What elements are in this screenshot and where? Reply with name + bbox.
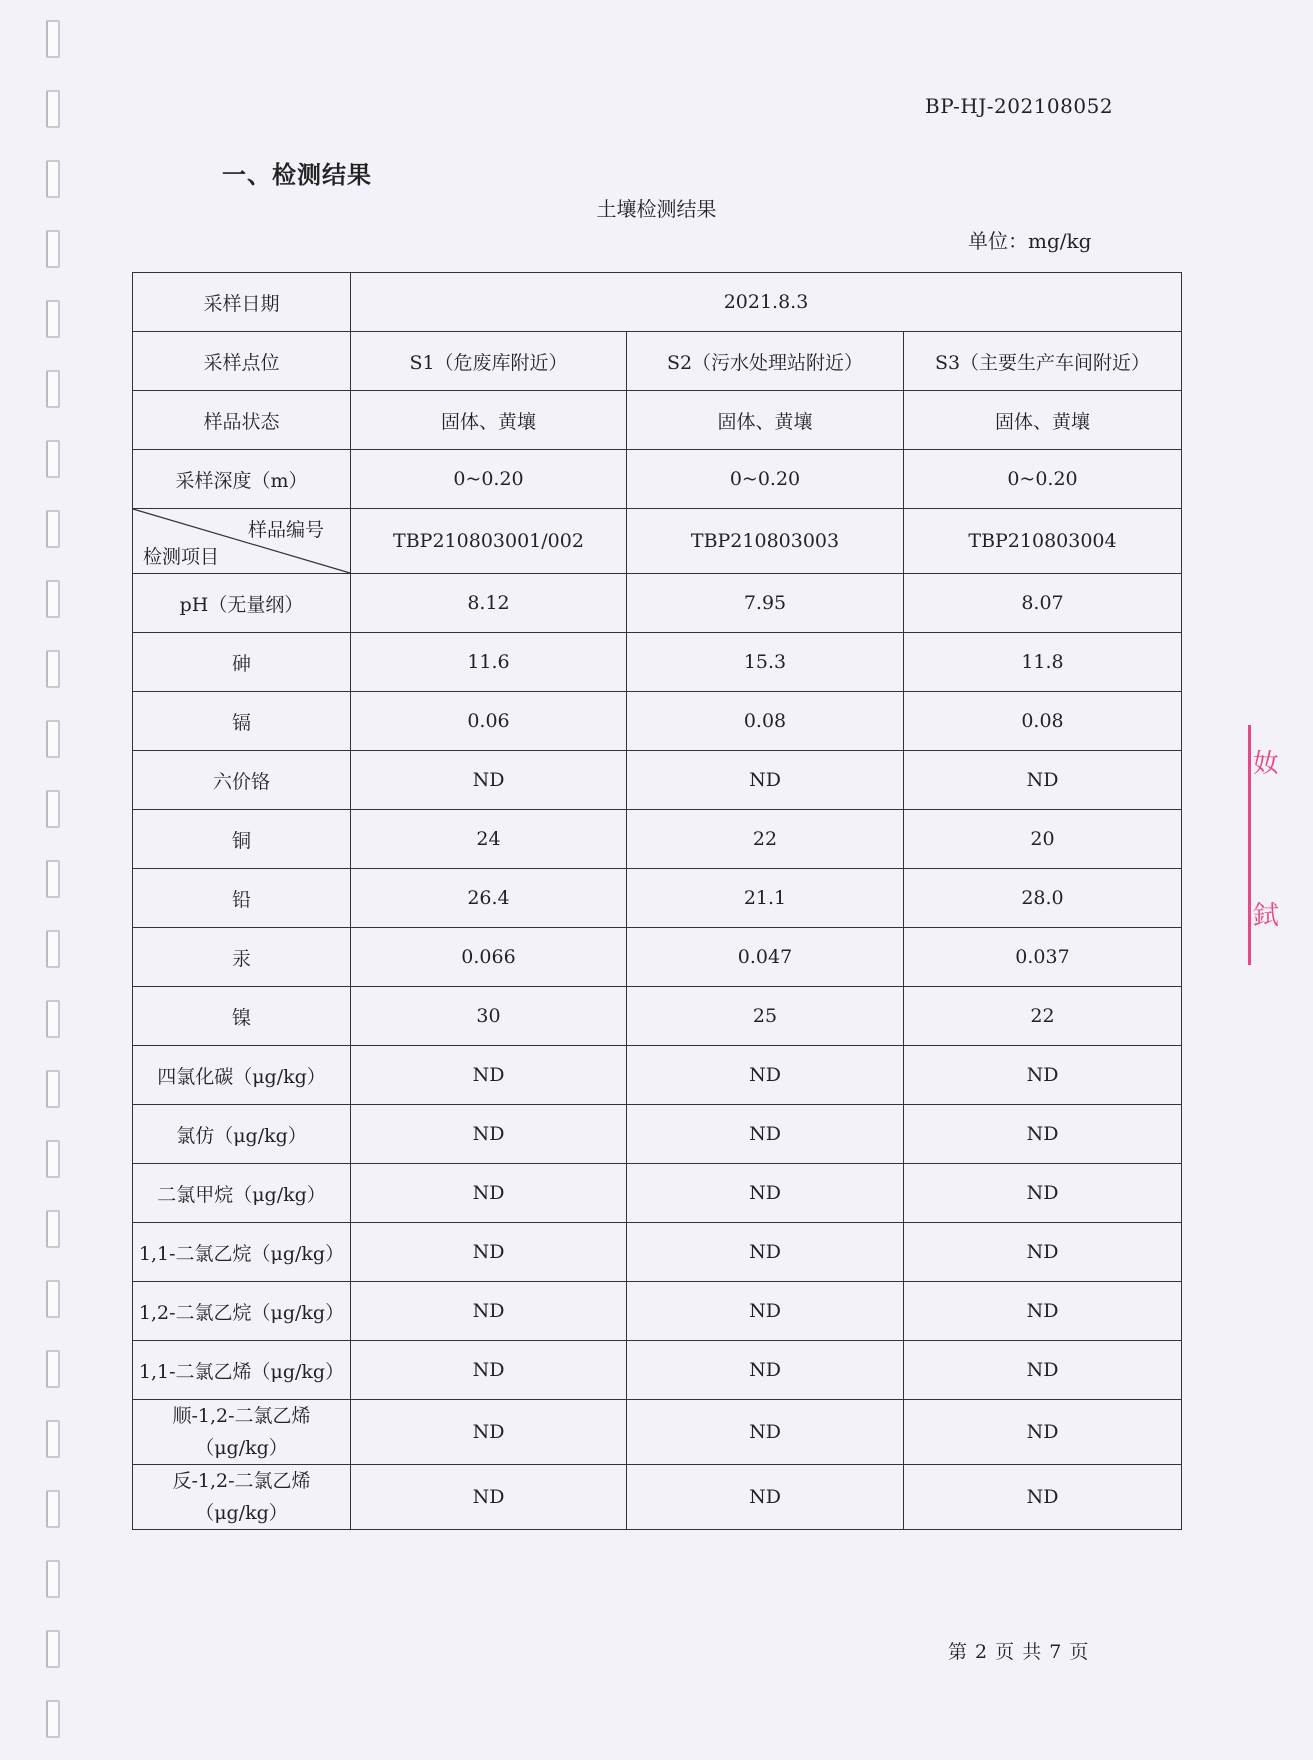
code-s3: TBP210803004 <box>904 509 1182 574</box>
result-row <box>133 869 1182 928</box>
item-name: pH（无量纲） <box>133 574 351 633</box>
result-value: ND <box>627 1223 904 1282</box>
binding-hole <box>46 300 60 338</box>
result-value: ND <box>351 1105 627 1164</box>
result-row <box>133 692 1182 751</box>
result-row <box>133 928 1182 987</box>
stamp-char-2: 鉽 <box>1253 901 1280 931</box>
binding-hole <box>46 1350 60 1388</box>
result-value: ND <box>351 751 627 810</box>
date-label: 采样日期 <box>133 273 351 332</box>
result-value: 0.06 <box>351 692 627 751</box>
result-row <box>133 1282 1182 1341</box>
result-value: 0.066 <box>351 928 627 987</box>
item-name: 反-1,2-二氯乙烯（μg/kg） <box>133 1465 351 1530</box>
binding-hole <box>46 230 60 268</box>
result-value: 24 <box>351 810 627 869</box>
date-value: 2021.8.3 <box>351 273 1182 332</box>
document-number: BP-HJ-202108052 <box>925 94 1114 118</box>
result-value: ND <box>627 1400 904 1465</box>
result-value: ND <box>904 1105 1182 1164</box>
result-row <box>133 574 1182 633</box>
binding-hole <box>46 720 60 758</box>
binding-hole <box>46 1420 60 1458</box>
row-sampling-site <box>133 332 1182 391</box>
soil-results-table <box>132 272 1182 1530</box>
item-name: 镍 <box>133 987 351 1046</box>
section-heading: 一、检测结果 <box>222 160 372 189</box>
result-row <box>133 1341 1182 1400</box>
state-s2: 固体、黄壤 <box>627 391 904 450</box>
result-value: 11.6 <box>351 633 627 692</box>
result-row <box>133 1105 1182 1164</box>
item-name: 六价铬 <box>133 751 351 810</box>
result-value: ND <box>904 1223 1182 1282</box>
result-value: ND <box>904 1465 1182 1530</box>
binding-hole <box>46 1000 60 1038</box>
result-value: 0.037 <box>904 928 1182 987</box>
depth-s1: 0~0.20 <box>351 450 627 509</box>
result-value: ND <box>627 751 904 810</box>
binding-hole <box>46 90 60 128</box>
item-name: 铜 <box>133 810 351 869</box>
unit-label: 单位：mg/kg <box>968 229 1092 253</box>
binding-hole <box>46 370 60 408</box>
site-s2: S2（污水处理站附近） <box>627 332 904 391</box>
site-s3: S3（主要生产车间附近） <box>904 332 1182 391</box>
row-sampling-depth <box>133 450 1182 509</box>
result-row <box>133 751 1182 810</box>
binding-hole <box>46 1490 60 1528</box>
binding-hole <box>46 1070 60 1108</box>
binding-hole <box>46 790 60 828</box>
result-value: 15.3 <box>627 633 904 692</box>
result-value: 7.95 <box>627 574 904 633</box>
site-label: 采样点位 <box>133 332 351 391</box>
result-value: ND <box>904 1282 1182 1341</box>
depth-s2: 0~0.20 <box>627 450 904 509</box>
result-row <box>133 1400 1182 1465</box>
item-name: 氯仿（μg/kg） <box>133 1105 351 1164</box>
item-name: 镉 <box>133 692 351 751</box>
result-value: ND <box>904 1046 1182 1105</box>
result-value: 28.0 <box>904 869 1182 928</box>
code-s2: TBP210803003 <box>627 509 904 574</box>
result-row <box>133 1223 1182 1282</box>
result-value: ND <box>627 1105 904 1164</box>
binding-hole <box>46 1280 60 1318</box>
binding-hole <box>46 650 60 688</box>
binding-hole <box>46 580 60 618</box>
binding-hole <box>46 1630 60 1668</box>
result-row <box>133 1046 1182 1105</box>
result-value: 8.12 <box>351 574 627 633</box>
result-row <box>133 810 1182 869</box>
result-row <box>133 987 1182 1046</box>
result-value: 0.08 <box>627 692 904 751</box>
row-sample-code <box>133 509 1182 574</box>
item-name: 砷 <box>133 633 351 692</box>
binding-hole <box>46 1210 60 1248</box>
item-label: 检测项目 <box>143 546 220 568</box>
result-value: ND <box>627 1341 904 1400</box>
item-name: 1,1-二氯乙烯（μg/kg） <box>133 1341 351 1400</box>
result-value: ND <box>627 1465 904 1530</box>
result-value: ND <box>904 1164 1182 1223</box>
binding-hole <box>46 510 60 548</box>
depth-label: 采样深度（m） <box>133 450 351 509</box>
result-value: ND <box>627 1282 904 1341</box>
result-row <box>133 1164 1182 1223</box>
state-label: 样品状态 <box>133 391 351 450</box>
code-s1: TBP210803001/002 <box>351 509 627 574</box>
binding-hole <box>46 1700 60 1738</box>
result-value: ND <box>351 1400 627 1465</box>
item-name: 1,2-二氯乙烷（μg/kg） <box>133 1282 351 1341</box>
red-seal-stamp <box>1248 725 1280 965</box>
result-value: ND <box>351 1465 627 1530</box>
result-value: ND <box>351 1164 627 1223</box>
result-value: 11.8 <box>904 633 1182 692</box>
result-value: 22 <box>627 810 904 869</box>
table-body <box>133 273 1182 1530</box>
result-value: ND <box>627 1046 904 1105</box>
binding-hole <box>46 20 60 58</box>
row-sampling-date <box>133 273 1182 332</box>
result-value: ND <box>904 751 1182 810</box>
result-row <box>133 1465 1182 1530</box>
result-value: ND <box>351 1282 627 1341</box>
result-value: 25 <box>627 987 904 1046</box>
result-value: 30 <box>351 987 627 1046</box>
result-value: ND <box>351 1223 627 1282</box>
row-sample-state <box>133 391 1182 450</box>
item-name: 1,1-二氯乙烷（μg/kg） <box>133 1223 351 1282</box>
page-number: 第 2 页 共 7 页 <box>948 1641 1090 1663</box>
state-s1: 固体、黄壤 <box>351 391 627 450</box>
diagonal-header-cell <box>133 509 351 574</box>
binding-hole <box>46 860 60 898</box>
item-name: 铅 <box>133 869 351 928</box>
depth-s3: 0~0.20 <box>904 450 1182 509</box>
state-s3: 固体、黄壤 <box>904 391 1182 450</box>
stamp-char-1: 奻 <box>1253 749 1280 779</box>
result-row <box>133 633 1182 692</box>
result-value: 26.4 <box>351 869 627 928</box>
code-label: 样品编号 <box>247 519 324 541</box>
result-value: 0.047 <box>627 928 904 987</box>
result-value: ND <box>904 1400 1182 1465</box>
site-s1: S1（危废库附近） <box>351 332 627 391</box>
item-name: 四氯化碳（μg/kg） <box>133 1046 351 1105</box>
binding-hole <box>46 440 60 478</box>
table-title: 土壤检测结果 <box>596 197 717 221</box>
item-name: 顺-1,2-二氯乙烯（μg/kg） <box>133 1400 351 1465</box>
binding-holes <box>40 20 64 1750</box>
binding-hole <box>46 1140 60 1178</box>
result-value: ND <box>351 1046 627 1105</box>
item-name: 二氯甲烷（μg/kg） <box>133 1164 351 1223</box>
item-name: 汞 <box>133 928 351 987</box>
binding-hole <box>46 1560 60 1598</box>
binding-hole <box>46 930 60 968</box>
result-value: ND <box>351 1341 627 1400</box>
result-value: ND <box>627 1164 904 1223</box>
result-value: 8.07 <box>904 574 1182 633</box>
result-value: 0.08 <box>904 692 1182 751</box>
result-value: ND <box>904 1341 1182 1400</box>
result-value: 20 <box>904 810 1182 869</box>
result-value: 22 <box>904 987 1182 1046</box>
result-value: 21.1 <box>627 869 904 928</box>
